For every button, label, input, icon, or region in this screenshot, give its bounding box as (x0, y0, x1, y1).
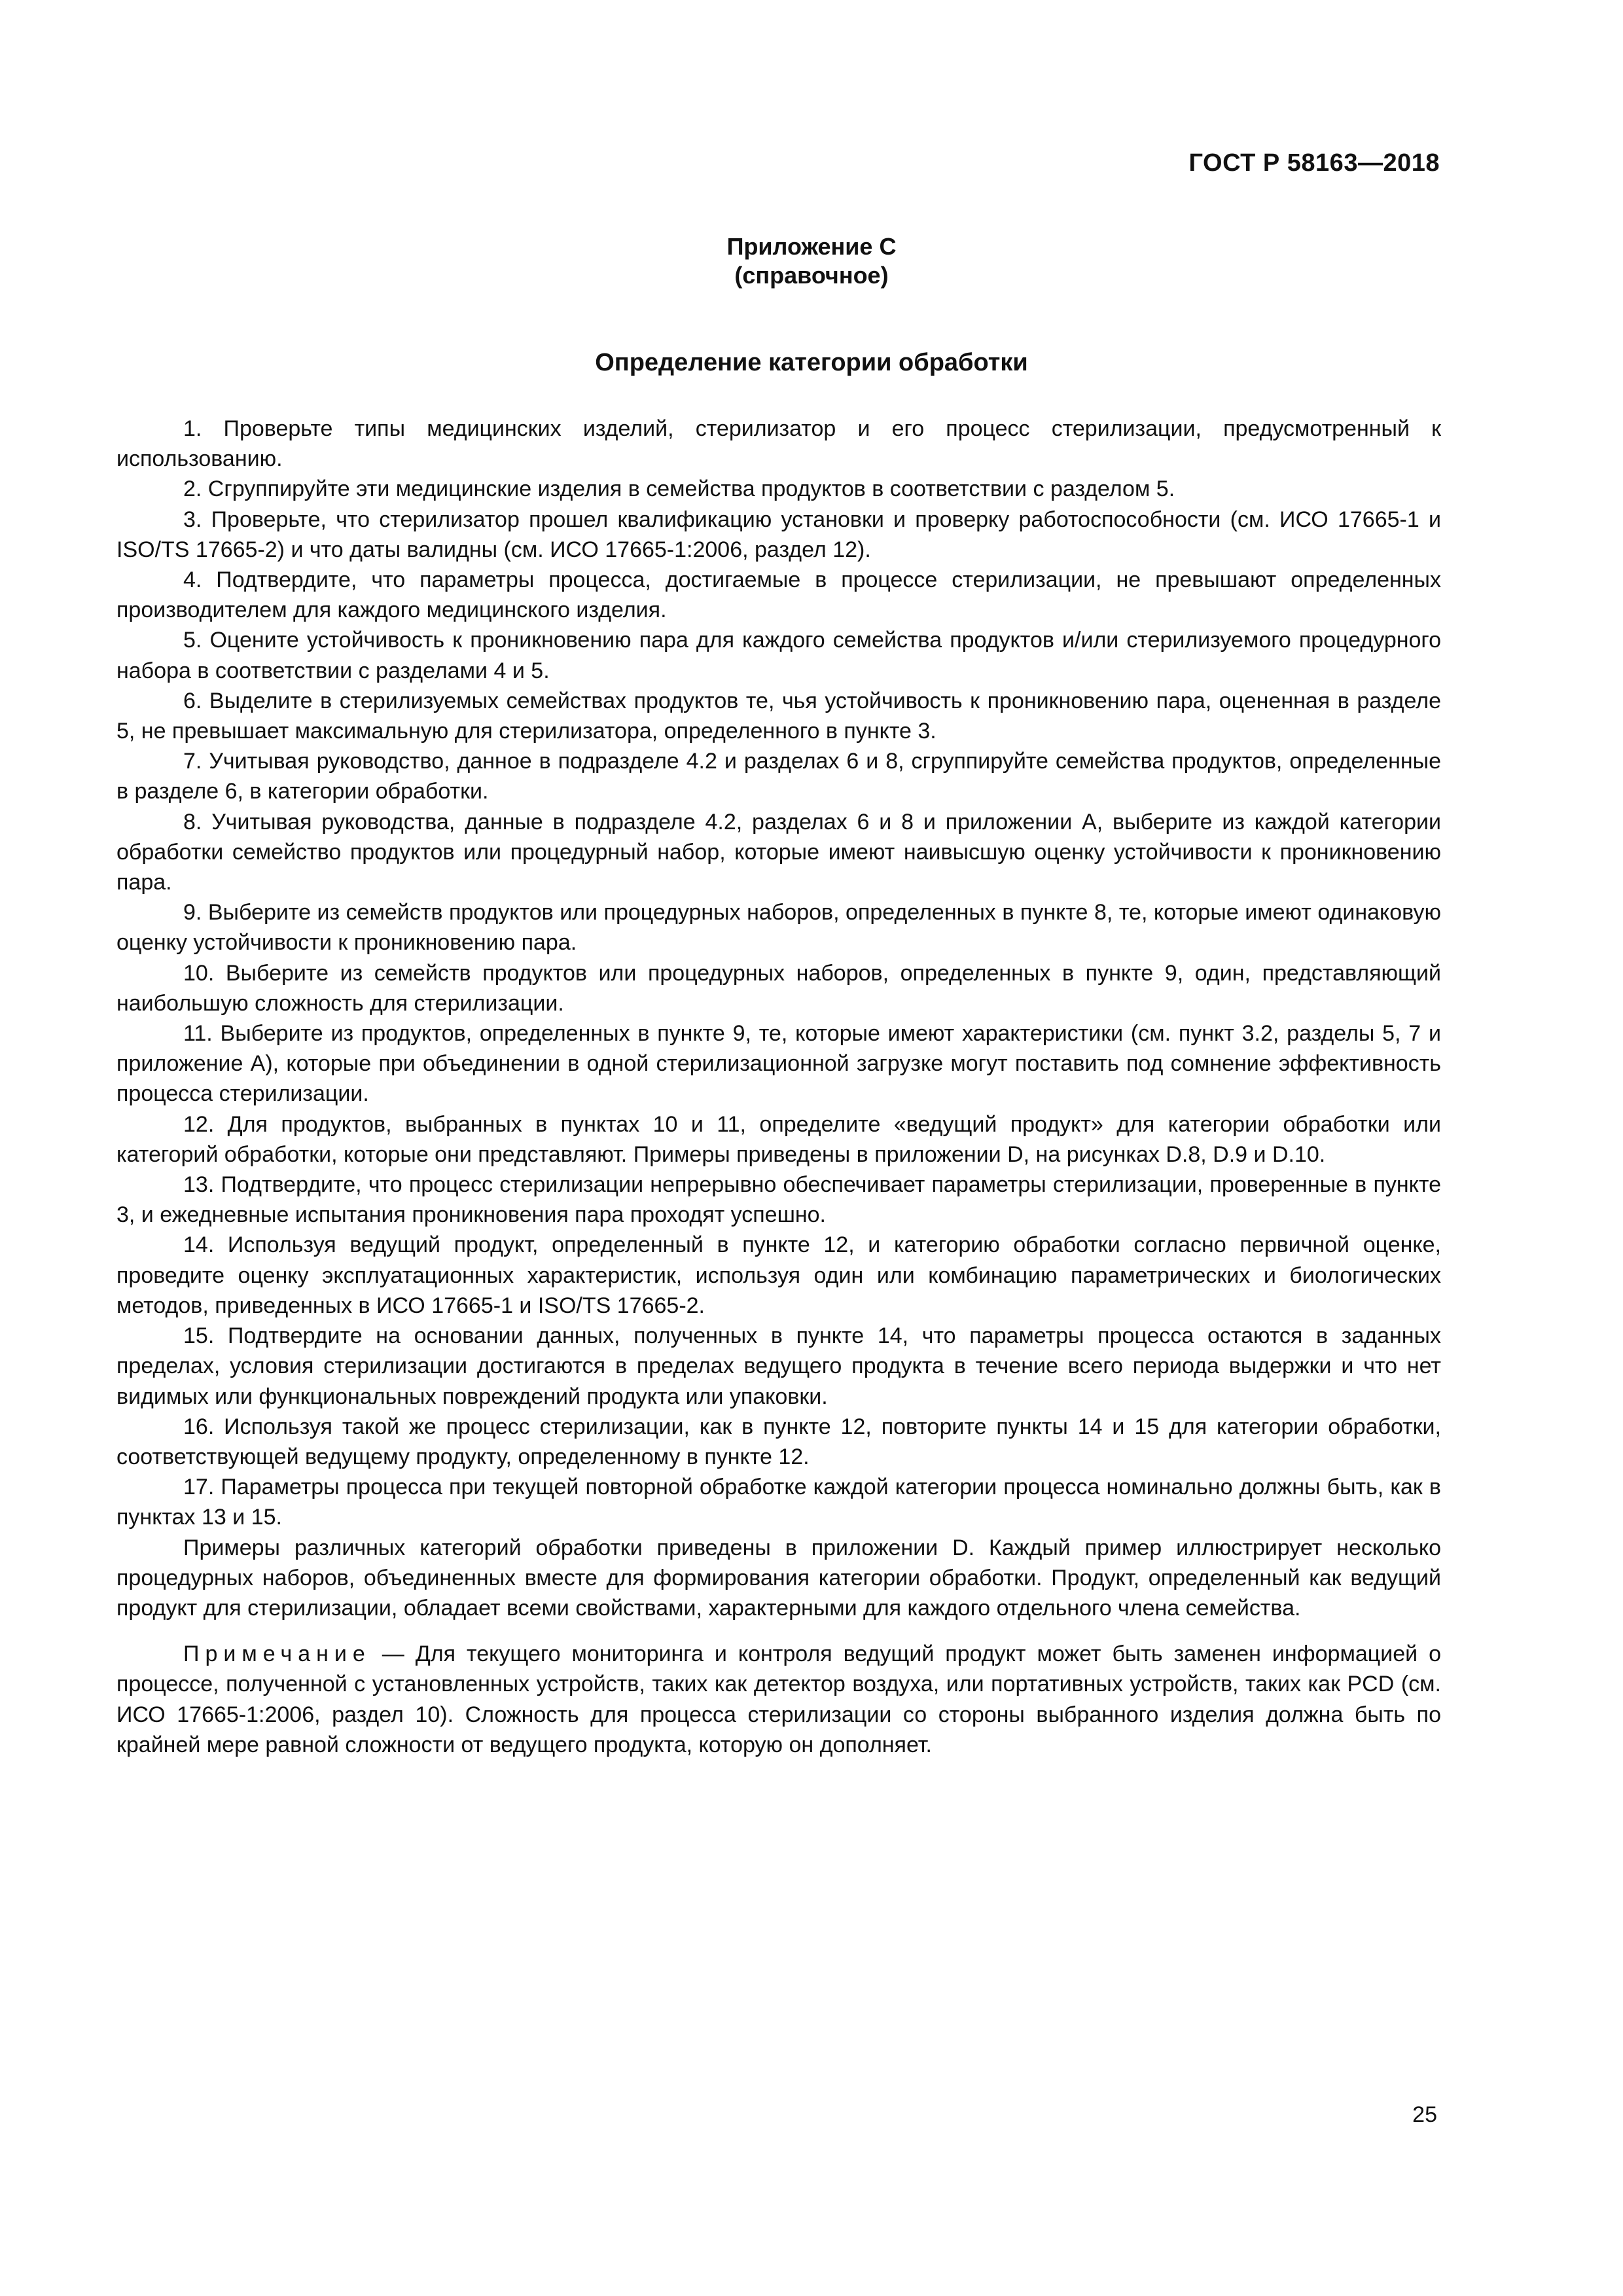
note-label: Примечание (183, 1641, 371, 1667)
list-item: 6. Выделите в стерилизуемых семействах продуктов те, чья устойчивость к проникновению пара, оцененная в разделе 5, не превышает максимальную для стерилизатора, определенного в пункте 3. (116, 688, 1441, 744)
list-item: 16. Используя такой же процесс стерилизации, как в пункте 12, повторите пункты 14 и 15 для категории обработки, соответствующей ведущему продукту, определенному в пункте 12. (116, 1414, 1441, 1469)
annex-status: (справочное) (734, 262, 889, 289)
annex-title: Приложение С (726, 233, 897, 260)
document-body (116, 414, 1441, 1760)
page-number: 25 (1412, 2102, 1437, 2127)
list-item: 7. Учитывая руководство, данное в подразделе 4.2 и разделах 6 и 8, сгруппируйте семейства продуктов, определенные в разделе 6, в категории обработки. (116, 749, 1441, 804)
section-title: Определение категории обработки (595, 349, 1028, 376)
list-item: 13. Подтвердите, что процесс стерилизации непрерывно обеспечивает параметры стерилизации, проверенные в пункте 3, и ежедневные испытания проникновения пара проходят успешно. (116, 1172, 1441, 1228)
list-item: 3. Проверьте, что стерилизатор прошел квалификацию установки и проверку работоспособности (см. ИСО 17665-1 и ISO/TS 17665-2) и что даты валидны (см. ИСО 17665-1:2006, раздел 12). (116, 507, 1441, 562)
list-item: 5. Оцените устойчивость к проникновению пара для каждого семейства продуктов и/или стерилизуемого процедурного набора в соответствии с разделами 4 и 5. (116, 628, 1441, 683)
list-item: 12. Для продуктов, выбранных в пунктах 10 и 11, определите «ведущий продукт» для категории обработки или категорий обработки, которые они представляют. Примеры приведены в приложении D, на рисунках D.8, D.9 и D.10. (116, 1111, 1441, 1167)
examples-paragraph: Примеры различных категорий обработки приведены в приложении D. Каждый пример иллюстрирует несколько процедурных наборов, объединенных вместе для формирования категории обработки. Продукт, определенный как ведущий продукт для стерилизации, обладает всеми свойствами, характерными для каждого отдельного члена семейства. (116, 1535, 1441, 1621)
standard-designation: ГОСТ Р 58163—2018 (1188, 149, 1440, 177)
list-item: 10. Выберите из семейств продуктов или процедурных наборов, определенных в пункте 9, один, представляющий наибольшую сложность для стерилизации. (116, 960, 1441, 1016)
list-item: 1. Проверьте типы медицинских изделий, стерилизатор и его процесс стерилизации, предусмотренный к использованию. (116, 416, 1441, 472)
list-item: 17. Параметры процесса при текущей повторной обработке каждой категории процесса номинально должны быть, как в пунктах 13 и 15. (116, 1475, 1441, 1530)
note-text: — Для текущего мониторинга и контроля ведущий продукт может быть заменен информацией о процессе, полученной с установленных устройств, таких как детектор воздуха, или портативных устройств, таких как PCD (см. ИСО 17665-1:2006, раздел 10). Сложность для процесса стерилизации со стороны выбранного изделия должна быть по крайней мере равной сложности от ведущего продукта, которую он дополняет. (116, 1641, 1441, 1757)
annex-heading (0, 232, 1623, 290)
list-item: 15. Подтвердите на основании данных, полученных в пункте 14, что параметры процесса остаются в заданных пределах, условия стерилизации достигаются в пределах ведущего продукта в течение всего периода выдержки и что нет видимых или функциональных повреждений продукта или упаковки. (116, 1323, 1441, 1409)
list-item: 9. Выберите из семейств продуктов или процедурных наборов, определенных в пункте 8, те, которые имеют одинаковую оценку устойчивости к проникновению пара. (116, 900, 1441, 956)
list-item: 14. Используя ведущий продукт, определенный в пункте 12, и категорию обработки согласно первичной оценке, проведите оценку эксплуатационных характеристик, используя один или комбинацию параметрических и биологических методов, приведенных в ИСО 17665-1 и ISO/TS 17665-2. (116, 1232, 1441, 1318)
list-item: 11. Выберите из продуктов, определенных в пункте 9, те, которые имеют характеристики (см. пункт 3.2, разделы 5, 7 и приложение А), которые при объединении в одной стерилизационной загрузке могут поставить под сомнение эффективность процесса стерилизации. (116, 1021, 1441, 1107)
list-item: 8. Учитывая руководства, данные в подразделе 4.2, разделах 6 и 8 и приложении А, выберите из каждой категории обработки семейство продуктов или процедурный набор, которые имеют наивысшую оценку устойчивости к проникновению пара. (116, 809, 1441, 895)
note-paragraph (116, 1639, 1441, 1760)
list-item: 2. Сгруппируйте эти медицинские изделия в семейства продуктов в соответствии с разделом 5. (183, 476, 1175, 502)
list-item: 4. Подтвердите, что параметры процесса, достигаемые в процессе стерилизации, не превышают определенных производителем для каждого медицинского изделия. (116, 567, 1441, 623)
